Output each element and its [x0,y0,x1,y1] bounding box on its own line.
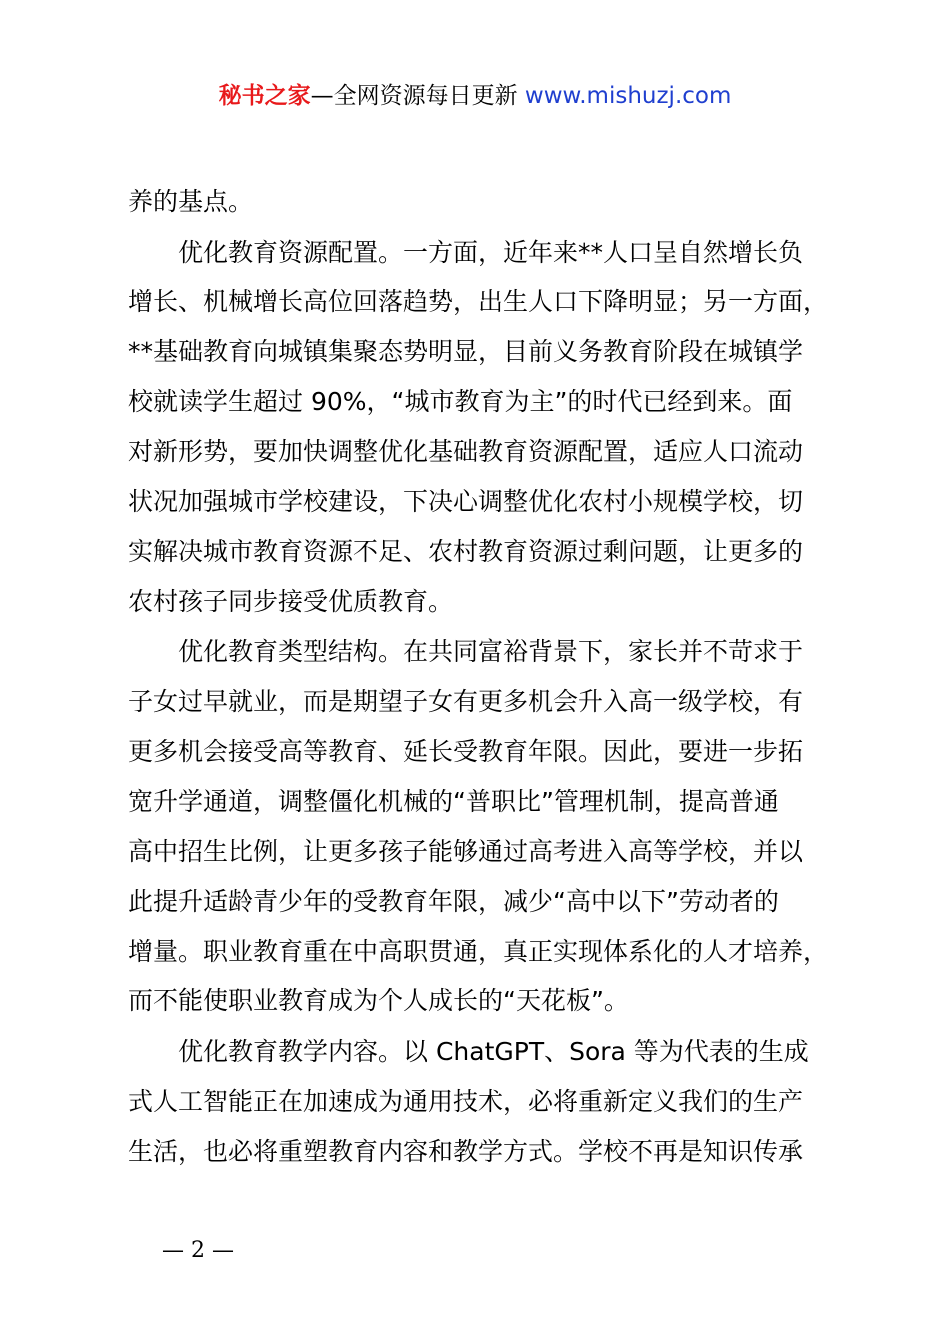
text-line: 养的基点。 [128,187,254,216]
text-line: 农村孩子同步接受优质教育。 [128,587,454,616]
text-line: 而不能使职业教育成为个人成长的“天花板”。 [128,986,629,1015]
text-line: 增长、机械增长高位回落趋势，出生人口下降明显；另一方面， [128,287,829,316]
text-line: **基础教育向城镇集聚态势明显，目前义务教育阶段在城镇学 [128,337,804,366]
text-line: 式人工智能正在加速成为通用技术，必将重新定义我们的生产 [128,1087,804,1116]
site-brand: 秘书之家 [218,83,311,109]
site-header [0,78,950,114]
text-line: 高中招生比例，让更多孩子能够通过高考进入高等学校，并以 [128,837,804,866]
text-line: 生活，也必将重塑教育内容和教学方式。学校不再是知识传承 [128,1137,804,1166]
site-url[interactable]: www.mishuzj.com [524,83,732,109]
site-tagline: —全网资源每日更新 [310,83,518,109]
page-number: — 2 — [162,1238,234,1263]
text-line: 校就读学生超过 90%，“城市教育为主”的时代已经到来。面 [128,387,793,416]
text-line: 子女过早就业，而是期望子女有更多机会升入高一级学校，有 [128,687,804,716]
text-line: 更多机会接受高等教育、延长受教育年限。因此，要进一步拓 [128,737,804,766]
text-line: 优化教育类型结构。在共同富裕背景下，家长并不苛求于 [128,637,804,666]
text-line: 优化教育教学内容。以 ChatGPT、Sora 等为代表的生成 [128,1037,809,1066]
text-line: 实解决城市教育资源不足、农村教育资源过剩问题，让更多的 [128,537,804,566]
text-line: 对新形势，要加快调整优化基础教育资源配置，适应人口流动 [128,437,804,466]
text-line: 优化教育资源配置。一方面，近年来**人口呈自然增长负 [128,238,804,267]
text-line: 增量。职业教育重在中高职贯通，真正实现体系化的人才培养， [128,937,829,966]
text-line: 状况加强城市学校建设，下决心调整优化农村小规模学校，切 [128,487,804,516]
text-line: 此提升适龄青少年的受教育年限，减少“高中以下”劳动者的 [128,887,779,916]
text-line: 宽升学通道，调整僵化机械的“普职比”管理机制，提高普通 [128,787,779,816]
